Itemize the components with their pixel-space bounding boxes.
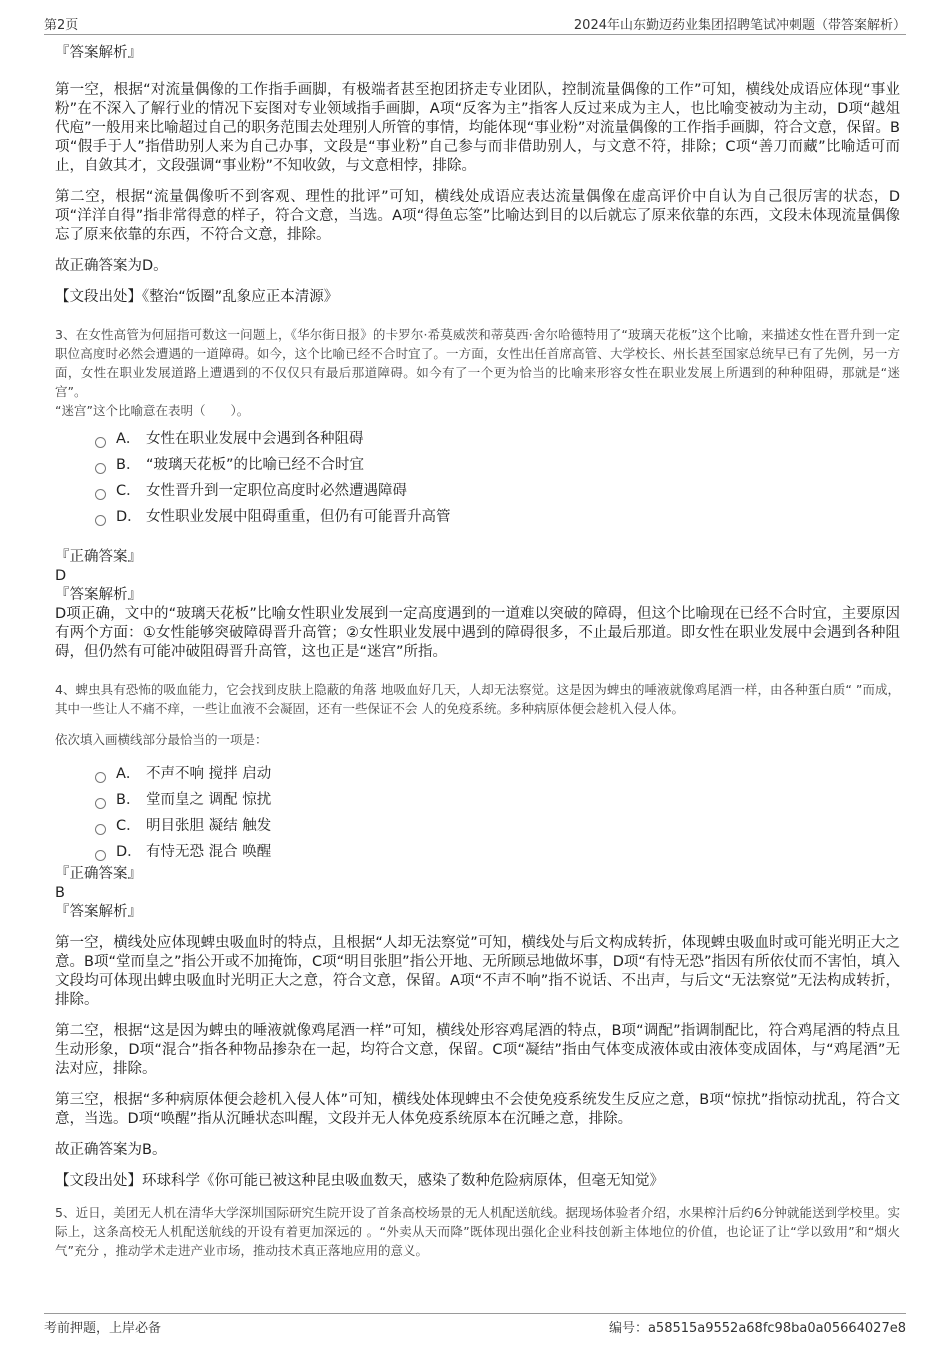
analysis-paragraph: 第一空，横线处应体现蜱虫吸血时的特点，且根据“人却无法察觉”可知，横线处与后文构成转折，体现蜱虫吸血时或可能光明正大之意。B项“堂而皇之”指公开或不加掩饰，C项“明目张胆”指公开地、无所顾忌地做坏事，D项“有恃无恐”指因有所依仗而不害怕，填入文段均可体现出蜱虫吸血时光明正大之意，符合文意，保留。A项“不声不响”指不说话、不出声，与后文“无法察觉”无法构成转折，排除。 (55, 935, 900, 1008)
option-b[interactable]: B． 堂而皇之 调配 惊扰 (95, 787, 900, 813)
radio-icon[interactable] (95, 437, 106, 448)
answer-value: B (55, 885, 65, 901)
radio-icon[interactable] (95, 772, 106, 783)
conclusion: 故正确答案为D。 (55, 258, 168, 274)
option-c[interactable]: C． 明目张胆 凝结 触发 (95, 813, 900, 839)
page-number: 第2页 (44, 18, 79, 33)
option-a[interactable]: A． 女性在职业发展中会遇到各种阻碍 (95, 426, 900, 452)
page-header (44, 12, 906, 35)
analysis-paragraph: 第二空，根据“流量偶像听不到客观、理性的批评”可知，横线处成语应表达流量偶像在虚高评价中自认为自己很厉害的状态，D项“洋洋自得”指非常得意的样子，符合文意，当选。A项“得鱼忘筌”比喻达到目的以后就忘了原来依靠的东西，文段未体现流量偶像忘了原来依靠的东西，不符合文意，排除。 (55, 189, 900, 243)
source-citation: 【文段出处】环球科学《你可能已被这种昆虫吸血数天，感染了数种危险病原体，但毫无知觉》 (55, 1173, 664, 1189)
analysis-paragraph: 第二空，根据“这是因为蜱虫的唾液就像鸡尾酒一样”可知，横线处形容鸡尾酒的特点，B项“调配”指调制配比，符合鸡尾酒的特点且生动形象，D项“混合”指各种物品掺杂在一起，均符合文意，保留。C项“凝结”指由气体变成液体或由液体变成固体，与“鸡尾酒”无法对应，排除。 (55, 1023, 900, 1077)
answer-label: 『正确答案』 (55, 866, 142, 882)
analysis-label: 『答案解析』 (55, 904, 142, 920)
document-id: 编号：a58515a9552a68fc98ba0a05664027e8 (608, 1321, 906, 1336)
question-stem: 4、蜱虫具有恐怖的吸血能力，它会找到皮肤上隐蔽的角落 地吸血好几天，人却无法察觉。这是因为蜱虫的唾液就像鸡尾酒一样，由各种蛋白质“ ”而成，其中一些让人不痛不痒，一些让血液不会凝固，还有一些保证不会 人的免疫系统。多种病原体便会趁机入侵人体。 (55, 682, 900, 716)
question-prompt: “迷宫”这个比喻意在表明（ ）。 (55, 403, 250, 418)
conclusion: 故正确答案为B。 (55, 1142, 167, 1158)
question-stem: 5、近日，美团无人机在清华大学深圳国际研究生院开设了首条高校场景的无人机配送航线。据现场体验者介绍，水果榨汁后约6分钟就能送到学校里。实际上，这条高校无人机配送航线的开设有着更加深远的 。“外卖从天而降”既体现出强化企业科技创新主体地位的价值，也论证了让“学以致用”和“烟火气”充分 ，推动学术走进产业市场，推动技术真正落地应用的意义。 (55, 1205, 900, 1258)
radio-icon[interactable] (95, 515, 106, 526)
radio-icon[interactable] (95, 850, 106, 861)
analysis-paragraph: 第一空，根据“对流量偶像的工作指手画脚，有极端者甚至抱团挤走专业团队，控制流量偶像的工作”可知，横线处成语应体现“事业粉”在不深入了解行业的情况下妄图对专业领域指手画脚，A项“反客为主”指客人反过来成为主人，也比喻变被动为主动，D项“越俎代庖”一般用来比喻超过自己的职务范围去处理别人所管的事情，均能体现“事业粉”对流量偶像的工作指手画脚，符合文意，保留。B项“假手于人”指借助别人来为自己办事，文段是“事业粉”自己参与而非借助别人，与文意不符，排除；C项“善刀而藏”比喻适可而止，自敛其才，文段强调“事业粉”不知收敛，与文意相悖，排除。 (55, 82, 900, 174)
option-c[interactable]: C． 女性晋升到一定职位高度时必然遭遇障碍 (95, 478, 900, 504)
option-d[interactable]: D． 有恃无恐 混合 唤醒 (95, 839, 900, 865)
radio-icon[interactable] (95, 798, 106, 809)
analysis-paragraph: D项正确，文中的“玻璃天花板”比喻女性职业发展到一定高度遇到的一道难以突破的障碍，但这个比喻现在已经不合时宜，主要原因有两个方面：①女性能够突破障碍晋升高管；②女性职业发展中遇到的障碍很多，不止最后那道。即女性在职业发展中会遇到各种阻碍，但仍然有可能冲破阻碍晋升高管，这也正是“迷宫”所指。 (55, 606, 900, 660)
radio-icon[interactable] (95, 824, 106, 835)
option-b[interactable]: B． “玻璃天花板”的比喻已经不合时宜 (95, 452, 900, 478)
analysis-label: 『答案解析』 (55, 587, 142, 603)
option-d[interactable]: D． 女性职业发展中阻碍重重，但仍有可能晋升高管 (95, 504, 900, 530)
footer-slogan: 考前押题，上岸必备 (44, 1321, 162, 1336)
question-prompt: 依次填入画横线部分最恰当的一项是： (55, 732, 268, 747)
radio-icon[interactable] (95, 463, 106, 474)
page-footer (44, 1313, 906, 1334)
answer-label: 『正确答案』 (55, 549, 142, 565)
radio-icon[interactable] (95, 489, 106, 500)
document-title: 2024年山东勤迈药业集团招聘笔试冲刺题（带答案解析） (573, 18, 906, 33)
option-a[interactable]: A． 不声不响 搅拌 启动 (95, 761, 900, 787)
answer-value: D (55, 568, 67, 584)
analysis-label: 『答案解析』 (55, 45, 142, 61)
source-citation: 【文段出处】《整治“饭圈”乱象应正本清源》 (55, 289, 339, 305)
analysis-paragraph: 第三空，根据“多种病原体便会趁机入侵人体”可知，横线处体现蜱虫不会使免疫系统发生反应之意，B项“惊扰”指惊动扰乱，符合文意，当选。D项“唤醒”指从沉睡状态叫醒，文段并无人体免疫系统原本在沉睡之意，排除。 (55, 1092, 900, 1127)
document-body (55, 44, 900, 1260)
question-stem: 3、在女性高管为何屈指可数这一问题上，《华尔街日报》的卡罗尔·希莫威茨和蒂莫西·舍尔哈德特用了“玻璃天花板”这个比喻，来描述女性在晋升到一定职位高度时必然会遭遇的一道障碍。如今，这个比喻已经不合时宜了。一方面，女性出任首席高管、大学校长、州长甚至国家总统早已有了先例，另一方面，女性在职业发展道路上遭遇到的不仅仅只有最后那道障碍。如今有了一个更为恰当的比喻来形容女性在职业发展上所遇到的种种阻碍，那就是“迷宫”。 (55, 327, 900, 399)
